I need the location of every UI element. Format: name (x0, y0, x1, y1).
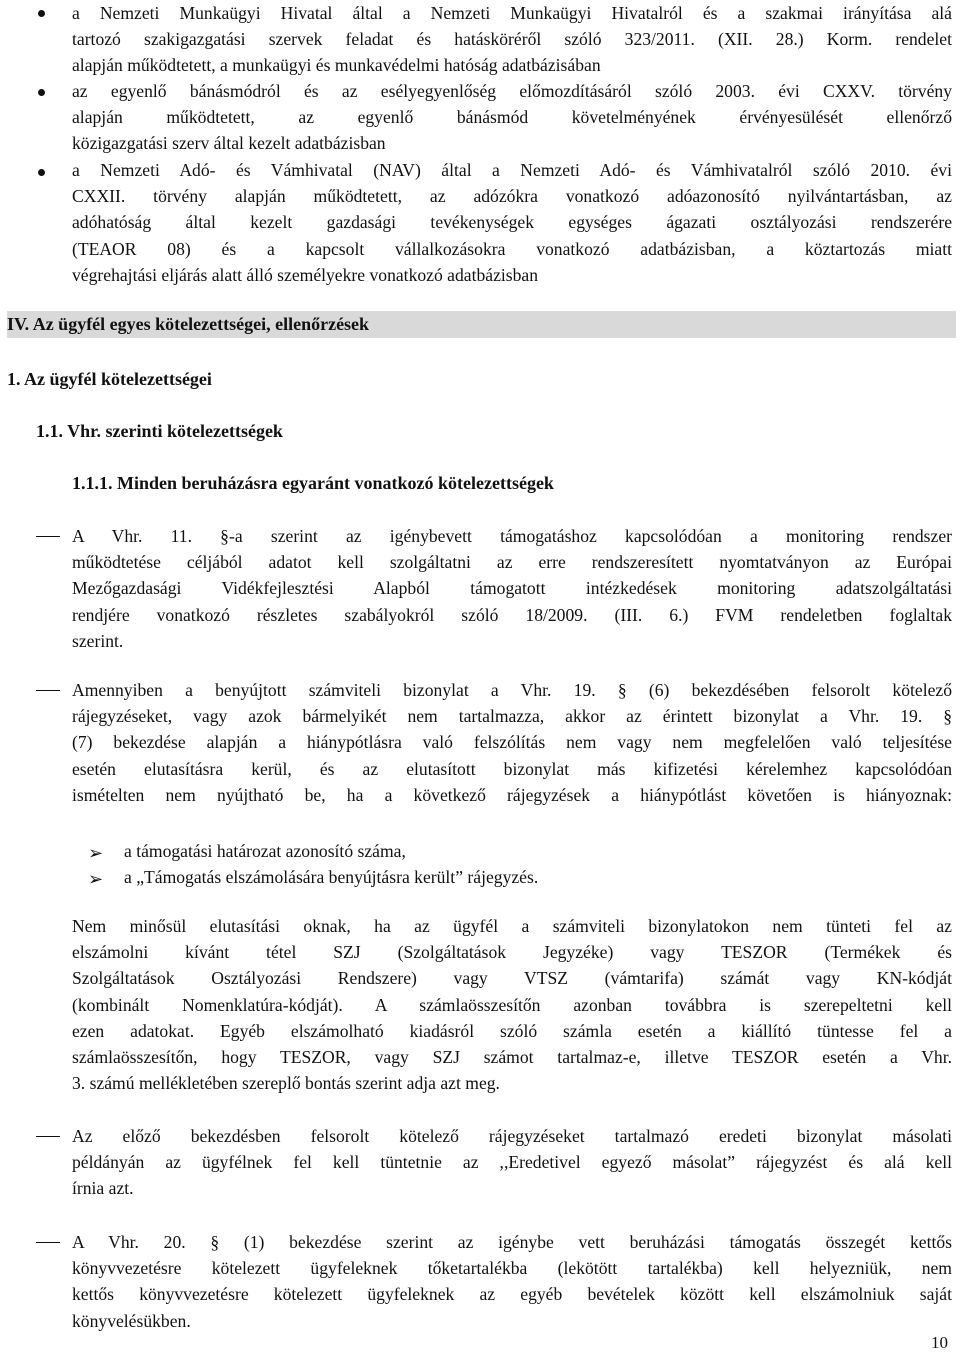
text-line: A Vhr. 11. §-a szerint az igénybevett támogatáshoz kapcsolódóan a monitoring rendszer (72, 526, 952, 546)
text-line: ismételten nem nyújtható be, ha a következő rájegyzések a hiánypótlást követően is hiányoznak: (72, 784, 952, 805)
dash-item (72, 1229, 952, 1334)
bullet-item (72, 78, 952, 157)
bullet-item (72, 157, 952, 288)
text-line: (TEAOR 08) és a kapcsolt vállalkozásokra vonatkozó adatbázisban, a köztartozás miatt (72, 238, 952, 259)
section-heading: IV. Az ügyfél egyes kötelezettségei, ellenőrzések (7, 314, 370, 334)
dash-marker-icon (36, 1136, 60, 1137)
text-line: a Nemzeti Munkaügyi Hivatal által a Nemzeti Munkaügyi Hivatalról és a szakmai irányítása alá (72, 3, 952, 23)
text-line: adóhatóság által kezelt gazdasági tevékenységek egységes ágazati osztályozási rendszerére (72, 212, 952, 233)
arrow-bullet-icon: ➢ (88, 869, 104, 889)
text-line: Az előző bekezdésben felsorolt kötelező rájegyzéseket tartalmazó eredeti bizonylat másolati (72, 1126, 952, 1146)
text-line: közigazgatási szerv által kezelt adatbázisban (72, 133, 386, 154)
text-line: könyvvezetésre kötelezett ügyfeleknek tőketartalékba (lekötött tartalékba) kell helyezniük, nem (72, 1258, 952, 1279)
text-line: végrehajtási eljárás alatt álló személyekre vonatkozó adatbázisban (72, 264, 539, 285)
dash-marker-icon (36, 1242, 60, 1243)
text-line: az egyenlő bánásmódról és az esélyegyenlőség előmozdításáról szóló 2003. évi CXXV. törvény (72, 81, 952, 101)
text-line: esetén elutasításra kerül, és az elutasított bizonylat más kifizetési kérelemhez kapcsolódóan (72, 758, 952, 779)
page-number: 10 (931, 1333, 948, 1352)
arrow-item: a támogatási határozat azonosító száma, (124, 841, 406, 861)
bullet-dot-icon (38, 10, 45, 17)
heading-level-1: 1. Az ügyfél kötelezettségei (7, 369, 212, 389)
text-line: rendjére vonatkozó részletes szabályokról szóló 18/2009. (III. 6.) FVM rendeletben foglaltak (72, 604, 952, 625)
arrow-bullet-icon: ➢ (88, 843, 104, 863)
text-line: példányán az ügyfélnek fel kell tüntetnie az ,,Eredetivel egyező másolat” rájegyzést és alá kell (72, 1152, 952, 1173)
dash-item (72, 523, 952, 654)
text-line: számlaösszesítőn, hogy TESZOR, vagy SZJ számot tartalmaz-e, illetve TESZOR esetén a Vhr. (72, 1047, 952, 1068)
bullet-dot-icon (38, 169, 45, 176)
heading-level-3: 1.1.1. Minden beruházásra egyaránt vonatkozó kötelezettségek (72, 473, 554, 493)
text-line: szerint. (72, 630, 124, 651)
text-line: elszámolni kívánt tétel SZJ (Szolgáltatások Jegyzéke) vagy TESZOR (Termékek és (72, 942, 952, 963)
text-line: írnia azt. (72, 1178, 134, 1199)
text-line: A Vhr. 20. § (1) bekezdése szerint az igénybe vett beruházási támogatás összegét kettős (72, 1232, 952, 1252)
text-line: alapján működtetett, a munkaügyi és munkavédelmi hatóság adatbázisában (72, 55, 601, 76)
text-line: rájegyzéseket, vagy azok bármelyikét nem tartalmazza, akkor az érintett bizonylat a Vhr. 19. § (72, 706, 952, 727)
text-line: Amennyiben a benyújtott számviteli bizonylat a Vhr. 19. § (6) bekezdésében felsorolt kötelező (72, 680, 952, 700)
dash-marker-icon (36, 690, 60, 691)
text-line: (7) bekezdése alapján a hiánypótlásra való felszólítás nem vagy nem megfelelően való teljesítése (72, 732, 952, 753)
dash-marker-icon (36, 536, 60, 537)
text-line: Mezőgazdasági Vidékfejlesztési Alapból támogatott intézkedések monitoring adatszolgáltatási (72, 578, 952, 599)
text-line: könyvelésükben. (72, 1310, 191, 1331)
text-line: tartozó szakigazgatási szervek feladat és hatásköréről szóló 323/2011. (XII. 28.) Korm. rendelet (72, 29, 952, 50)
text-line: működtetése céljából adatot kell szolgáltatni az erre rendszeresített nyomtatványon az Európai (72, 552, 952, 573)
text-line: Nem minősül elutasítási oknak, ha az ügyfél a számviteli bizonylatokon nem tünteti fel az (72, 916, 952, 936)
dash-item (72, 1123, 952, 1202)
text-line: 3. számú mellékletében szereplő bontás szerint adja azt meg. (72, 1073, 500, 1094)
text-line: alapján működtetett, az egyenlő bánásmód követelményének érvényesülését ellenőrző (72, 107, 952, 128)
arrow-item: a „Támogatás elszámolására benyújtásra került” rájegyzés. (124, 867, 539, 887)
dash-item (72, 677, 952, 808)
text-line: ezen adatokat. Egyéb elszámolható kiadásról szóló számla esetén a kiállító tüntesse fel a (72, 1020, 952, 1041)
text-line: CXXII. törvény alapján működtetett, az adózókra vonatkozó adóazonosító nyilvántartásban, az (72, 186, 952, 207)
bullet-dot-icon (38, 89, 45, 96)
text-line: (kombinált Nomenklatúra-kódját). A számlaösszesítőn azonban továbbra is szerepeltetni kell (72, 994, 952, 1015)
paragraph (72, 913, 952, 1096)
text-line: a Nemzeti Adó- és Vámhivatal (NAV) által a Nemzeti Adó- és Vámhivatalról szóló 2010. évi (72, 160, 952, 180)
bullet-item (72, 0, 952, 79)
text-line: kettős könyvvezetésre kötelezett ügyfeleknek az egyéb bevételek között kell elszámolniuk saját (72, 1284, 952, 1305)
section-heading-bar (7, 311, 956, 338)
text-line: Szolgáltatások Osztályozási Rendszere) vagy VTSZ (vámtarifa) számát vagy KN-kódját (72, 968, 952, 989)
heading-level-2: 1.1. Vhr. szerinti kötelezettségek (36, 421, 283, 441)
